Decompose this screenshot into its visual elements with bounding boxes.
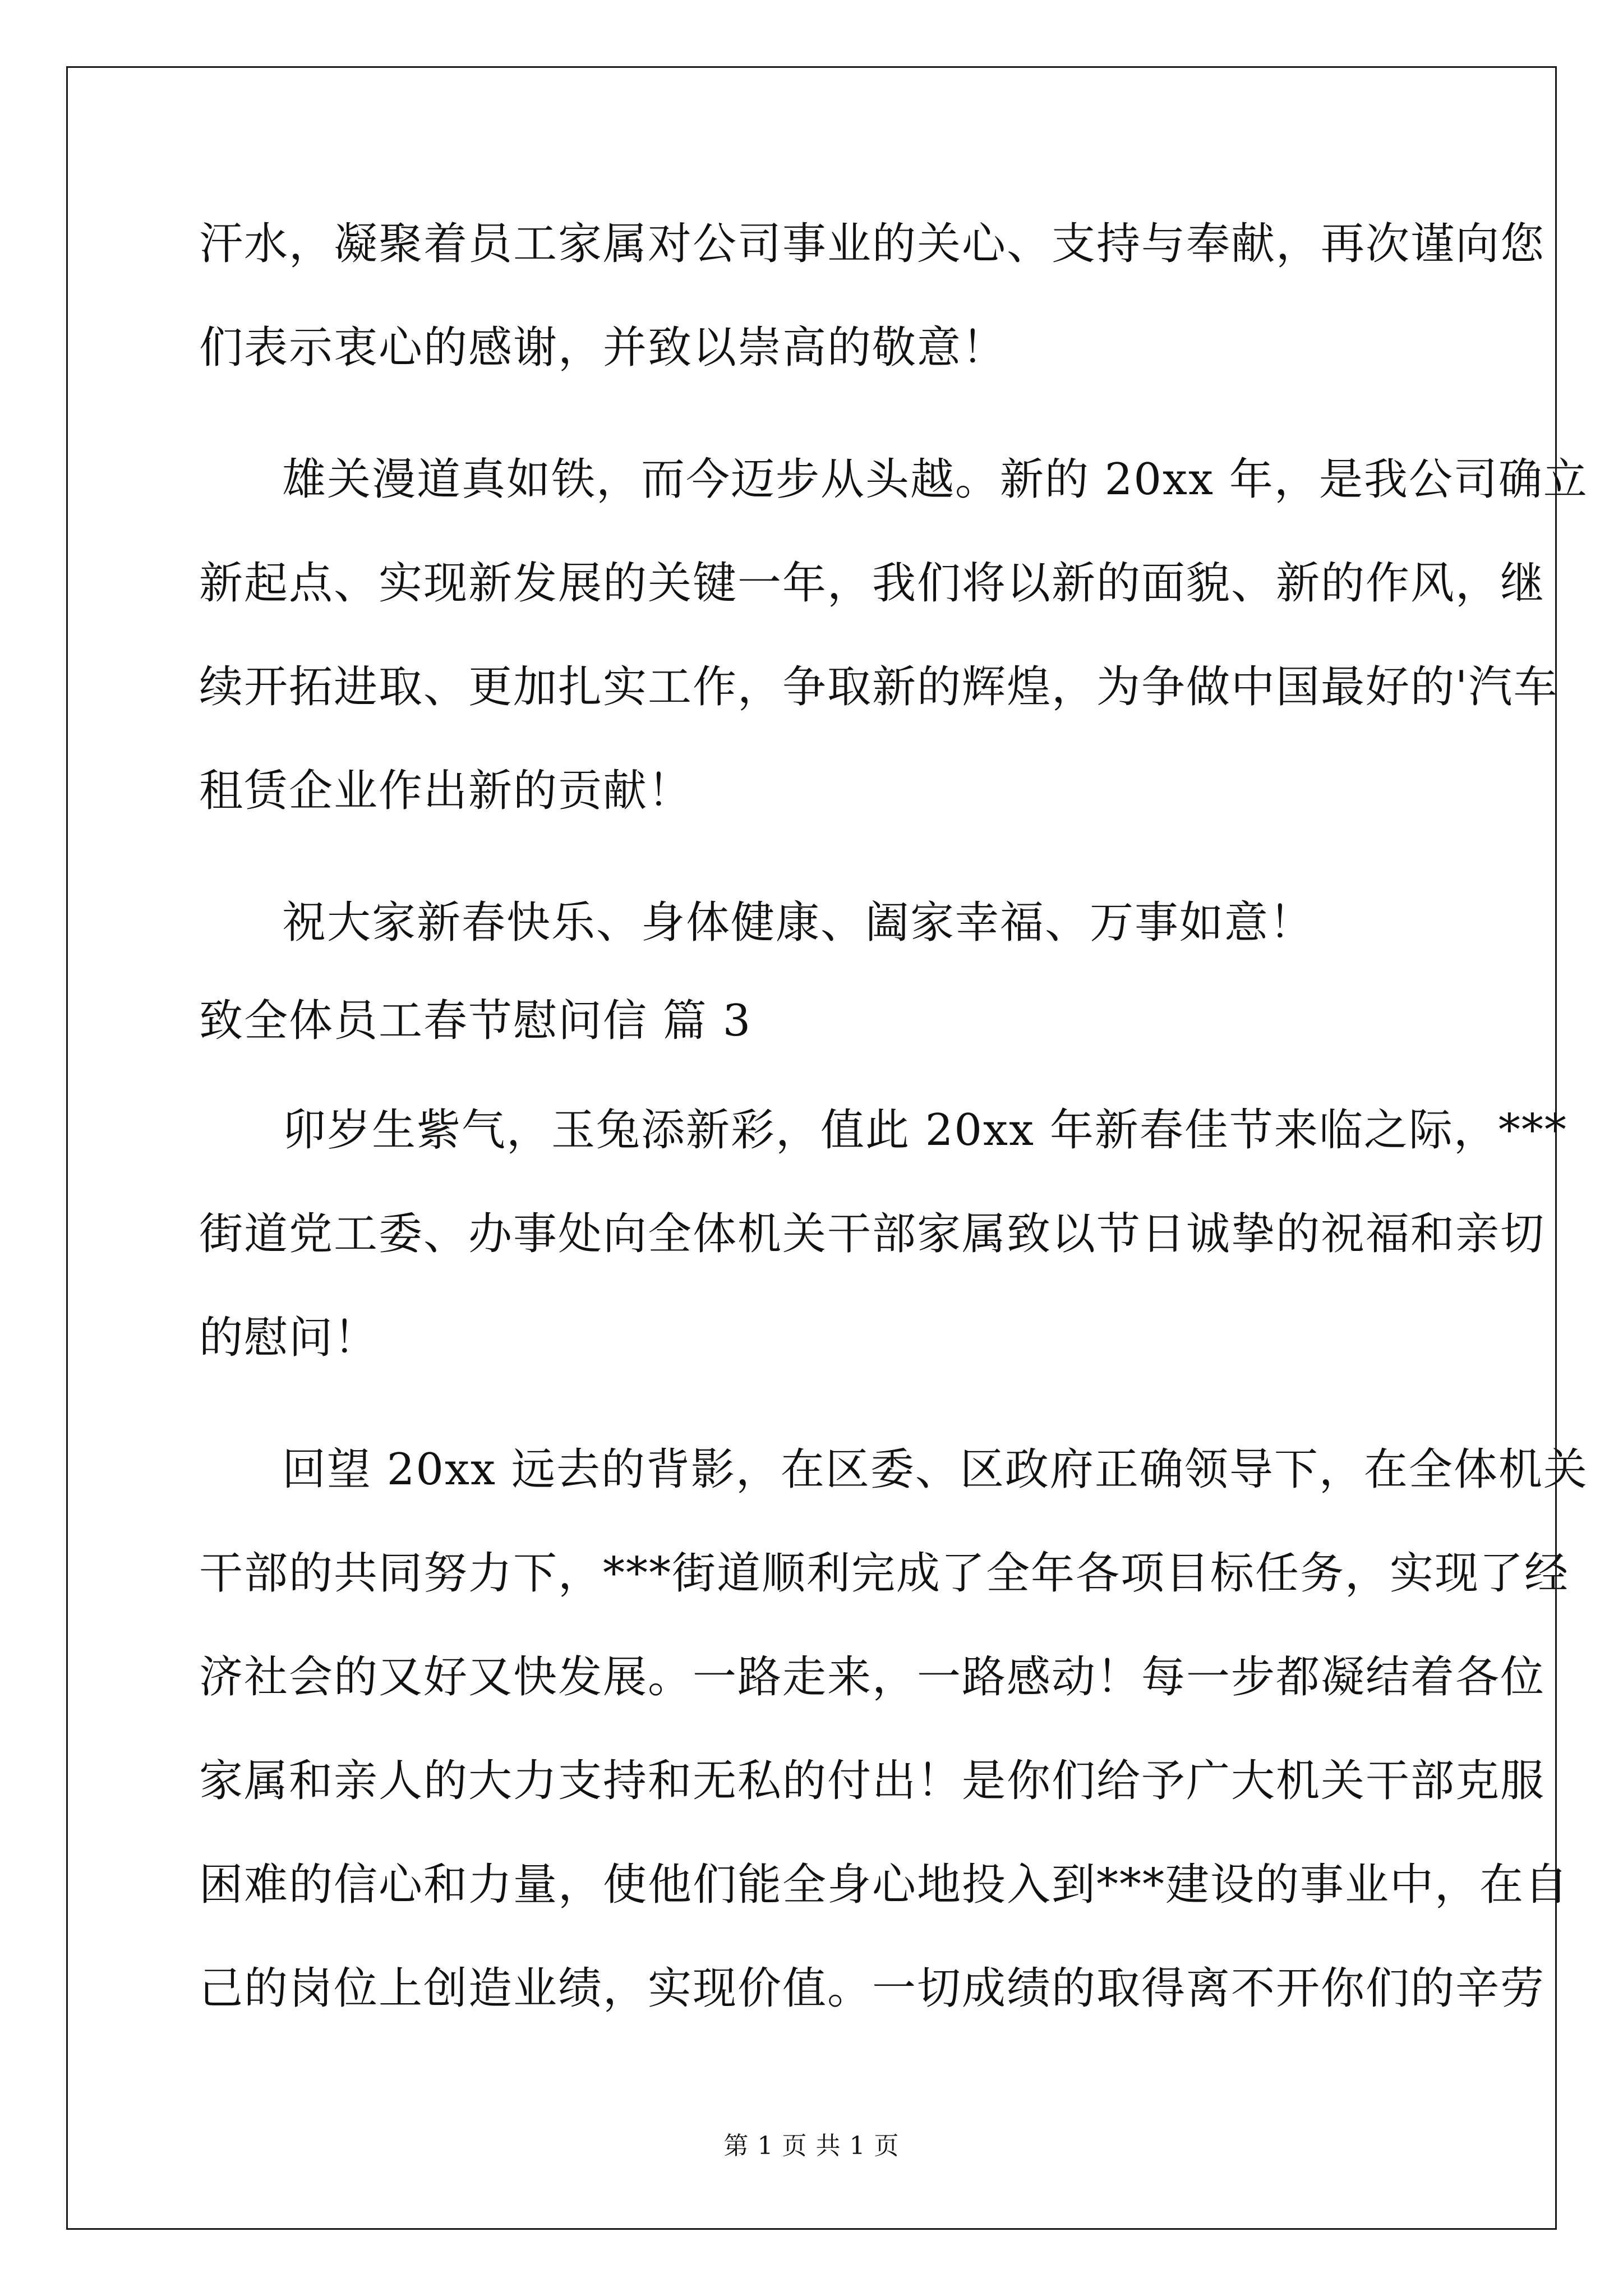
- body-line: 续开拓进取、更加扎实工作，争取新的辉煌，为争做中国最好的'汽车: [199, 662, 1559, 712]
- body-line: 新起点、实现新发展的关键一年，我们将以新的面貌、新的作风，继: [199, 558, 1546, 609]
- body-line: 的慰问！: [199, 1313, 379, 1363]
- body-line: 们表示衷心的感谢，并致以崇高的敬意！: [199, 323, 1007, 373]
- paragraph-line: 回望 20xx 远去的背影，在区委、区政府正确领导下，在全体机关: [282, 1444, 1588, 1495]
- body-line: 街道党工委、办事处向全体机关干部家属致以节日诚挚的祝福和亲切: [199, 1209, 1546, 1259]
- body-line: 己的岗位上创造业绩，实现价值。一切成绩的取得离不开你们的辛劳: [199, 1963, 1546, 2014]
- body-line: 汗水，凝聚着员工家属对公司事业的关心、支持与奉献，再次谨向您: [199, 219, 1546, 269]
- body-line: 困难的信心和力量，使他们能全身心地投入到***建设的事业中，在自: [199, 1860, 1570, 1910]
- section-heading: 致全体员工春节慰问信 篇 3: [199, 996, 752, 1046]
- paragraph-line: 雄关漫道真如铁，而今迈步从头越。新的 20xx 年，是我公司确立: [282, 454, 1588, 505]
- body-line: 济社会的又好又快发展。一路走来，一路感动！每一步都凝结着各位: [199, 1652, 1546, 1703]
- page-footer: 第 1 页 共 1 页: [723, 2132, 900, 2160]
- body-line: 干部的共同努力下，***街道顺利完成了全年各项目标任务，实现了经: [199, 1548, 1570, 1599]
- paragraph-line: 祝大家新春快乐、身体健康、阖家幸福、万事如意！: [282, 898, 1315, 948]
- body-line: 家属和亲人的大力支持和无私的付出！是你们给予广大机关干部克服: [199, 1756, 1546, 1806]
- paragraph-line: 卯岁生紫气，玉兔添新彩，值此 20xx 年新春佳节来临之际，***: [282, 1105, 1567, 1156]
- body-line: 租赁企业作出新的贡献！: [199, 766, 693, 816]
